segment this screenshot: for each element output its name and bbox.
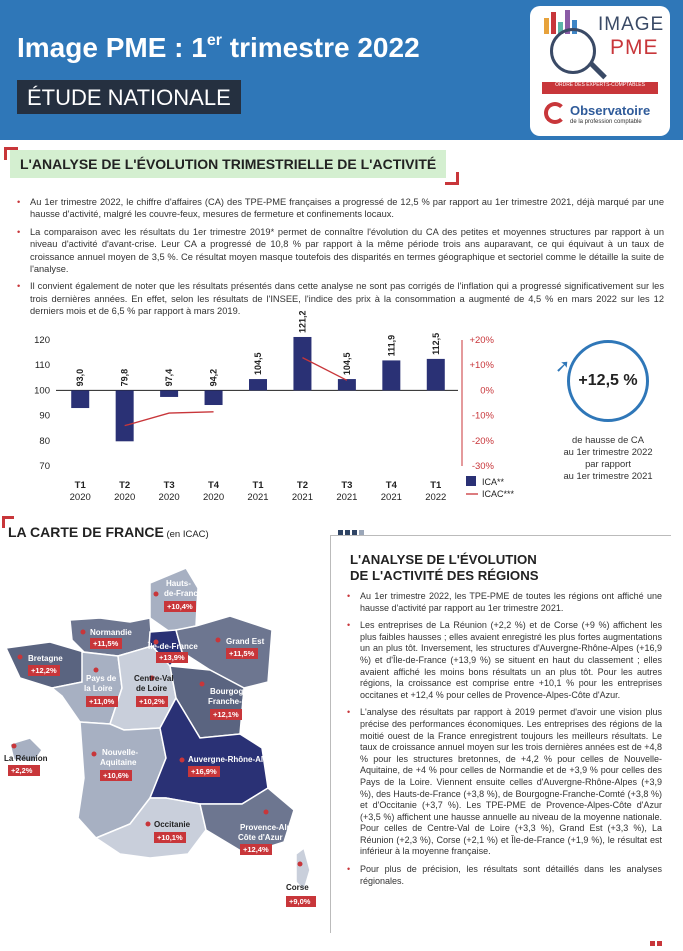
page-corner-dots <box>650 933 664 951</box>
svg-text:+10,6%: +10,6% <box>103 771 129 780</box>
x-tick-label: T3 <box>163 480 175 491</box>
bar-ica <box>382 360 400 390</box>
bar-data-label: 94,2 <box>208 368 219 387</box>
regions-bullet: • Pour plus de précision, les résultats sont détaillés dans les analyses régionales. <box>344 864 662 887</box>
intro-bullet: • Au 1er trimestre 2022, le chiffre d'affaires (CA) des TPE-PME françaises a progressé de 12,5 % par rapport au 1er trimestre 2021, déjà marqué par une hausse d'activité, malgré les couvre-feux, mesures de fermeture et confinements locaux. <box>14 196 664 221</box>
x-tick-label: T2 <box>296 480 308 491</box>
region-hauts-de-france <box>150 568 198 632</box>
x-tick-label: T2 <box>119 480 131 491</box>
bar-ica <box>71 390 89 408</box>
svg-text:Île-de-France: Île-de-France <box>148 642 198 651</box>
y2-tick-label: -10% <box>471 410 494 422</box>
x-tick-label: T1 <box>74 480 86 491</box>
bar-ica <box>427 359 445 391</box>
france-map <box>0 548 330 943</box>
y2-tick-label: +10% <box>469 360 494 372</box>
x-tick-label: T1 <box>430 480 442 491</box>
svg-text:+12,4%: +12,4% <box>243 845 269 854</box>
y-tick-label: 90 <box>39 410 50 422</box>
bar-data-label: 121,2 <box>297 310 308 333</box>
page-header <box>0 0 683 140</box>
bar-ica <box>338 379 356 390</box>
x-tick-label: 2020 <box>158 492 180 503</box>
svg-text:Nouvelle-: Nouvelle- <box>102 748 139 757</box>
intro-bullets <box>14 196 664 323</box>
bar-data-label: 104,5 <box>253 352 263 376</box>
regions-bullet: • Les entreprises de La Réunion (+2,2 %) et de Corse (+9 %) affichent les plus faibles hausses ; elles avaient enregistré les plus fortes augmentations un an plus tôt. Inversement, les structures d'Auvergne-Rhône-Alpes (+16,9 %) et d'Île-de-France (+13,9 %) se situent en haut du classement ; elles avaient affiché les moins bons résultats un an plus tôt. Pour les autres régions, la croissance est comprise entre +10,1 % pour les entreprises occitanes et +12,4 % pour celles de Provence-Alpes-Côte d'Azur. <box>344 620 662 701</box>
logo-observatoire-sub: de la profession comptable <box>570 119 642 125</box>
svg-text:Grand Est: Grand Est <box>226 637 265 646</box>
y-tick-label: 110 <box>34 360 50 372</box>
svg-text:la Loire: la Loire <box>84 684 113 693</box>
section-bracket <box>445 172 459 185</box>
svg-text:Provence-Alpes-: Provence-Alpes- <box>240 823 304 832</box>
bar-ica <box>116 390 134 441</box>
x-tick-label: T3 <box>341 480 353 491</box>
image-pme-logo <box>530 6 670 136</box>
svg-text:+12,1%: +12,1% <box>213 710 239 719</box>
legend-label-icac: ICAC*** <box>482 489 515 499</box>
y2-tick-label: -30% <box>471 461 494 472</box>
x-tick-label: T4 <box>385 480 397 491</box>
growth-arrow-icon: ➚ <box>555 356 571 376</box>
regions-analysis-bullets <box>344 591 662 893</box>
svg-text:Auvergne-Rhône-Alpes: Auvergne-Rhône-Alpes <box>188 755 277 764</box>
svg-text:Pays de: Pays de <box>86 674 117 683</box>
bar-data-label: 112,5 <box>430 332 441 355</box>
svg-text:+10,2%: +10,2% <box>139 697 165 706</box>
x-tick-label: 2022 <box>425 492 447 503</box>
observatoire-icon <box>544 102 566 124</box>
bar-data-label: 111,9 <box>386 334 397 357</box>
intro-bullet: • Il convient également de noter que les résultats présentés dans cette analyse ne sont pas corrigés de l'inflation qui a progressé significativement sur les trois dernières années. En effet, selon les résultats de l'INSEE, l'indice des prix à la consommation a augmenté de 4,5 % en mars 2022 sur les 12 derniers mois et de 6,5 % par rapport à mars 2019. <box>14 280 664 317</box>
x-tick-label: 2021 <box>247 492 269 503</box>
svg-text:de-France: de-France <box>164 589 203 598</box>
svg-text:+11,0%: +11,0% <box>89 697 115 706</box>
bar-ica <box>160 390 178 397</box>
x-tick-label: 2021 <box>380 492 402 503</box>
page-title: Image PME : 1er trimestre 2022 <box>17 32 420 63</box>
legend-swatch-ica <box>466 476 476 486</box>
svg-text:Côte d'Azur: Côte d'Azur <box>238 833 283 842</box>
svg-text:+12,2%: +12,2% <box>31 666 57 675</box>
bar-data-label: 97,4 <box>164 368 175 387</box>
icac-line <box>125 412 214 426</box>
ica-bar-chart <box>28 310 528 506</box>
y2-tick-label: +20% <box>469 335 494 346</box>
regions-bullet: • Au 1er trimestre 2022, les TPE-PME de toutes les régions ont affiché une hausse d'activité par rapport au 1er trimestre 2021. <box>344 591 662 614</box>
regions-analysis-title: L'ANALYSE DE L'ÉVOLUTION DE L'ACTIVITÉ DES RÉGIONS <box>350 552 539 583</box>
svg-text:La Réunion: La Réunion <box>4 754 48 763</box>
intro-bullet: • La comparaison avec les résultats du 1er trimestre 2019* permet de connaître l'évolution du CA des petites et moyennes structures par rapport à un niveau d'activité d'avant-crise. Leur CA a progressé de 10,8 % par rapport à la même période trois ans auparavant, ce qui équivaut à un taux de croissance annuel moyen de 3,5 %. Ce résultat moyen masque toutefois des disparités en termes géographique et sectoriel comme le détaille la suite de l'analyse. <box>14 226 664 276</box>
growth-stat-caption: de hausse de CA au 1er trimestre 2022 par rapport au 1er trimestre 2021 <box>563 434 653 481</box>
y-tick-label: 70 <box>39 461 50 472</box>
svg-text:Bretagne: Bretagne <box>28 654 63 663</box>
svg-text:+13,9%: +13,9% <box>159 653 185 662</box>
logo-ordre-band: ORDRE DES EXPERTS-COMPTABLES <box>542 82 658 94</box>
section-title-trimestrielle: L'ANALYSE DE L'ÉVOLUTION TRIMESTRIELLE DE L'ACTIVITÉ <box>10 150 446 178</box>
logo-pme-text: PME <box>610 36 659 59</box>
svg-text:+10,4%: +10,4% <box>167 602 193 611</box>
bar-ica <box>249 379 267 390</box>
magnifier-icon <box>550 28 596 74</box>
bar-data-label: 93,0 <box>75 368 86 387</box>
svg-text:Normandie: Normandie <box>90 628 132 637</box>
svg-text:Bourgogne-: Bourgogne- <box>210 687 256 696</box>
magnifier-handle <box>589 62 607 80</box>
x-tick-label: T1 <box>252 480 264 491</box>
x-tick-label: 2021 <box>336 492 358 503</box>
x-tick-label: T4 <box>208 480 220 491</box>
y-tick-label: 120 <box>34 335 50 346</box>
svg-text:+9,0%: +9,0% <box>289 897 311 906</box>
growth-stat-value: +12,5 % <box>578 372 638 389</box>
x-tick-label: 2020 <box>114 492 136 503</box>
map-title: LA CARTE DE FRANCE (en ICAC) <box>8 524 209 540</box>
legend-label-ica: ICA** <box>482 477 505 487</box>
svg-text:de Loire: de Loire <box>136 684 168 693</box>
bar-ica <box>293 337 311 390</box>
svg-text:Franche-Comté: Franche-Comté <box>208 697 267 706</box>
svg-text:+16,9%: +16,9% <box>191 767 217 776</box>
logo-observatoire: Observatoire <box>570 103 651 118</box>
bar-ica <box>205 390 223 405</box>
svg-text:Corse: Corse <box>286 883 309 892</box>
svg-text:+11,5%: +11,5% <box>93 639 119 648</box>
y-tick-label: 100 <box>34 385 50 397</box>
regions-bullet: • L'analyse des résultats par rapport à 2019 permet d'avoir une vision plus précise des performances économiques. Les entreprises des régions de la moitié ouest de la France enregistrent toujours les meilleurs résultats. Le taux de croissance annuel moyen sur les trois dernières années est de +4,8 % pour les structures bretonnes, de +4,2 % pour celles de Nouvelle-Aquitaine, de +4 % pour celles de Normandie et de +3,9 % pour celles des Pays de la Loire. Viennent ensuite celles d'Auvergne-Rhône-Alpes (+3,9 %), des Hauts-de-France (+3,8 %), de Bourgogne-Franche-Comté (+3,8 %) et d'Occitanie (+3,7 %). Les TPE-PME de Provence-Alpes-Côte d'Azur (+3,5 %) affichent une hausse annuelle au niveau de la moyenne nationale. Pour celles de Centre-Val de Loire (+3,3 %), Grand Est (+3,3 %), La Réunion (+2,3 %), Corse (+2,1 %) et Île-de-France (+1,9 %), le résultat est inférieur à la moyenne française. <box>344 707 662 858</box>
bar-data-label: 79,8 <box>119 368 130 387</box>
growth-stat-circle <box>567 340 649 422</box>
x-tick-label: 2021 <box>291 492 314 503</box>
svg-text:+11,5%: +11,5% <box>229 649 255 658</box>
page-subtitle: ÉTUDE NATIONALE <box>17 80 241 114</box>
svg-text:Occitanie: Occitanie <box>154 820 191 829</box>
x-tick-label: 2020 <box>69 492 91 503</box>
svg-text:Aquitaine: Aquitaine <box>100 758 137 767</box>
y2-tick-label: 0% <box>480 385 494 397</box>
y-tick-label: 80 <box>39 435 50 447</box>
logo-image-text: IMAGE <box>598 14 665 35</box>
svg-text:Hauts-: Hauts- <box>166 579 191 588</box>
x-tick-label: 2020 <box>202 492 225 503</box>
bar-data-label: 104,5 <box>341 352 352 376</box>
y2-tick-label: -20% <box>471 435 494 447</box>
svg-text:+10,1%: +10,1% <box>157 833 183 842</box>
svg-text:+2,2%: +2,2% <box>11 766 33 775</box>
svg-text:Centre-Val: Centre-Val <box>134 674 174 683</box>
